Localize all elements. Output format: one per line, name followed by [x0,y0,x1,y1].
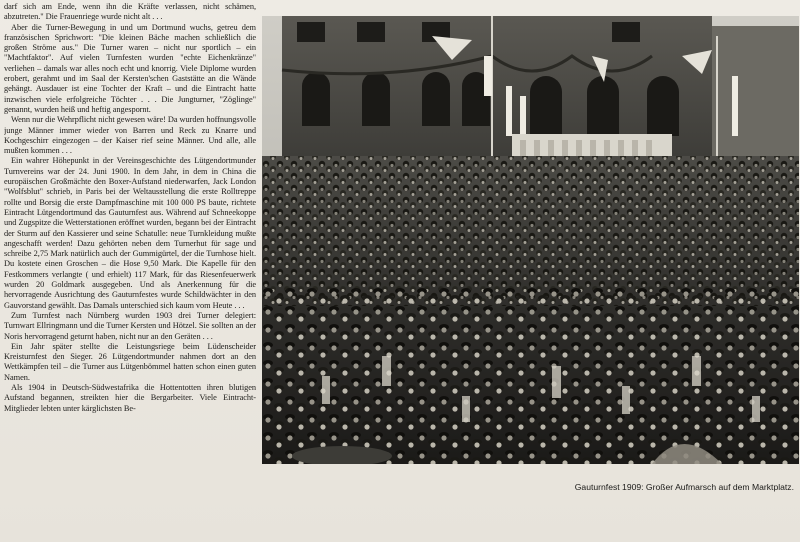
photo-caption: Gauturnfest 1909: Großer Aufmarsch auf dem Marktplatz. [574,482,794,492]
historic-photo [262,16,799,464]
paragraph: Ein wahrer Höhepunkt in der Vereinsgeschichte des Lütgendortmunder Turnvereins war der 24. Juni 1900. In dem Jahr, in dem in China die europäischen Großmächte den Boxer-Aufstand niederwarfen, Jack London "Wolfsblut" schrieb, in Paris bei der Weltausstellung die erste Rolltreppe rollte und Borsig die erste Dampfmaschine mit 100 000 PS baute, richtete Eintracht Lütgendortmund das Gauturnfest aus. Während auf Schneekoppe und Zugspitze die Wetterstationen eröffnet wurden, begann bei der Eintracht der Sturm auf den Kassierer und seine Schatulle: neue Turnkleidung mußte angeschafft werden! Dazu gehörten neben dem Turnerhut für sage und schreibe 2,75 Mark natürlich auch der Gummigürtel, der die Turnhose hielt. Du kostete einen Groschen – die Hose 9,50 Mark. Die Kapelle für den Festkommers verlangte ( und erhielt) 117 Mark, für das Riesenfeuerwerk wurden 20 Goldmark ausgegeben. Und als Anerkennung für die hervorragende Ausrichtung des Gauturnfestes wurde Schildwächter in den Gauvorstand gewählt. Das Damals unterschied sich kaum vom Heute . . . [4,156,256,310]
paragraph: Aber die Turner-Bewegung in und um Dortmund wuchs, getreu dem französischen Sprichwort: "Die kleinen Bäche machen schließlich die großen Ströme aus." Die Turner waren – nicht nur sportlich – ein "Machtfaktor". Auf vielen Turnfesten wurden "echte Eichenkränze" verliehen – damals war alles noch echt und knorrig. Viele Diplome wurden erobert, gerahmt und im Saal der Kersten'schen Gaststätte an die Wände gehängt. Ausdauer ist eine Tochter der Kraft – und die Eintracht hatte inzwischen viele erfolgreiche Töchter . . . Die Jungturner, "Zöglinge" genannt, wurden heiß und heftig angespornt. [4,22,256,114]
crowd-photo-illustration [262,16,799,464]
paragraph: Zum Turnfest nach Nürnberg wurden 1903 drei Turner delegiert: Turnwart Ellringmann und die Turner Kersten und Hötzel. Sie sollten an der Noris hervorragend geturnt haben, nicht nur an den Geräten . . . [4,310,256,341]
article-text-column [4,2,256,540]
paragraph: Wenn nur die Wehrpflicht nicht gewesen wäre! Da wurden hoffnungsvolle junge Männer immer wieder von Barren und Reck zu Knarre und Kochgeschirr eingezogen – der Kaiser rief seine Männer. Und alle, alle mußten kommen . . . [4,115,256,156]
paragraph: Ein Jahr später stellte die Leistungsriege beim Lüdenscheider Kreisturnfest den Sieger. 26 Lütgendortmunder nahmen dort an den Wettkämpfen teil – die Turner aus Lütgenbömmel hatten schon einen guten Namen. [4,341,256,382]
paragraph: darf sich am Ende, wenn ihn die Kräfte verlassen, nicht schämen, abzutreten." Die Frauenriege wurde nicht alt . . . [4,2,256,22]
paragraph: Als 1904 in Deutsch-Südwestafrika die Hottentotten ihren blutigen Aufstand begannen, streikten hier die Bergarbeiter. Viele Eintracht-Mitglieder lebten unter kärglichsten Be- [4,382,256,413]
